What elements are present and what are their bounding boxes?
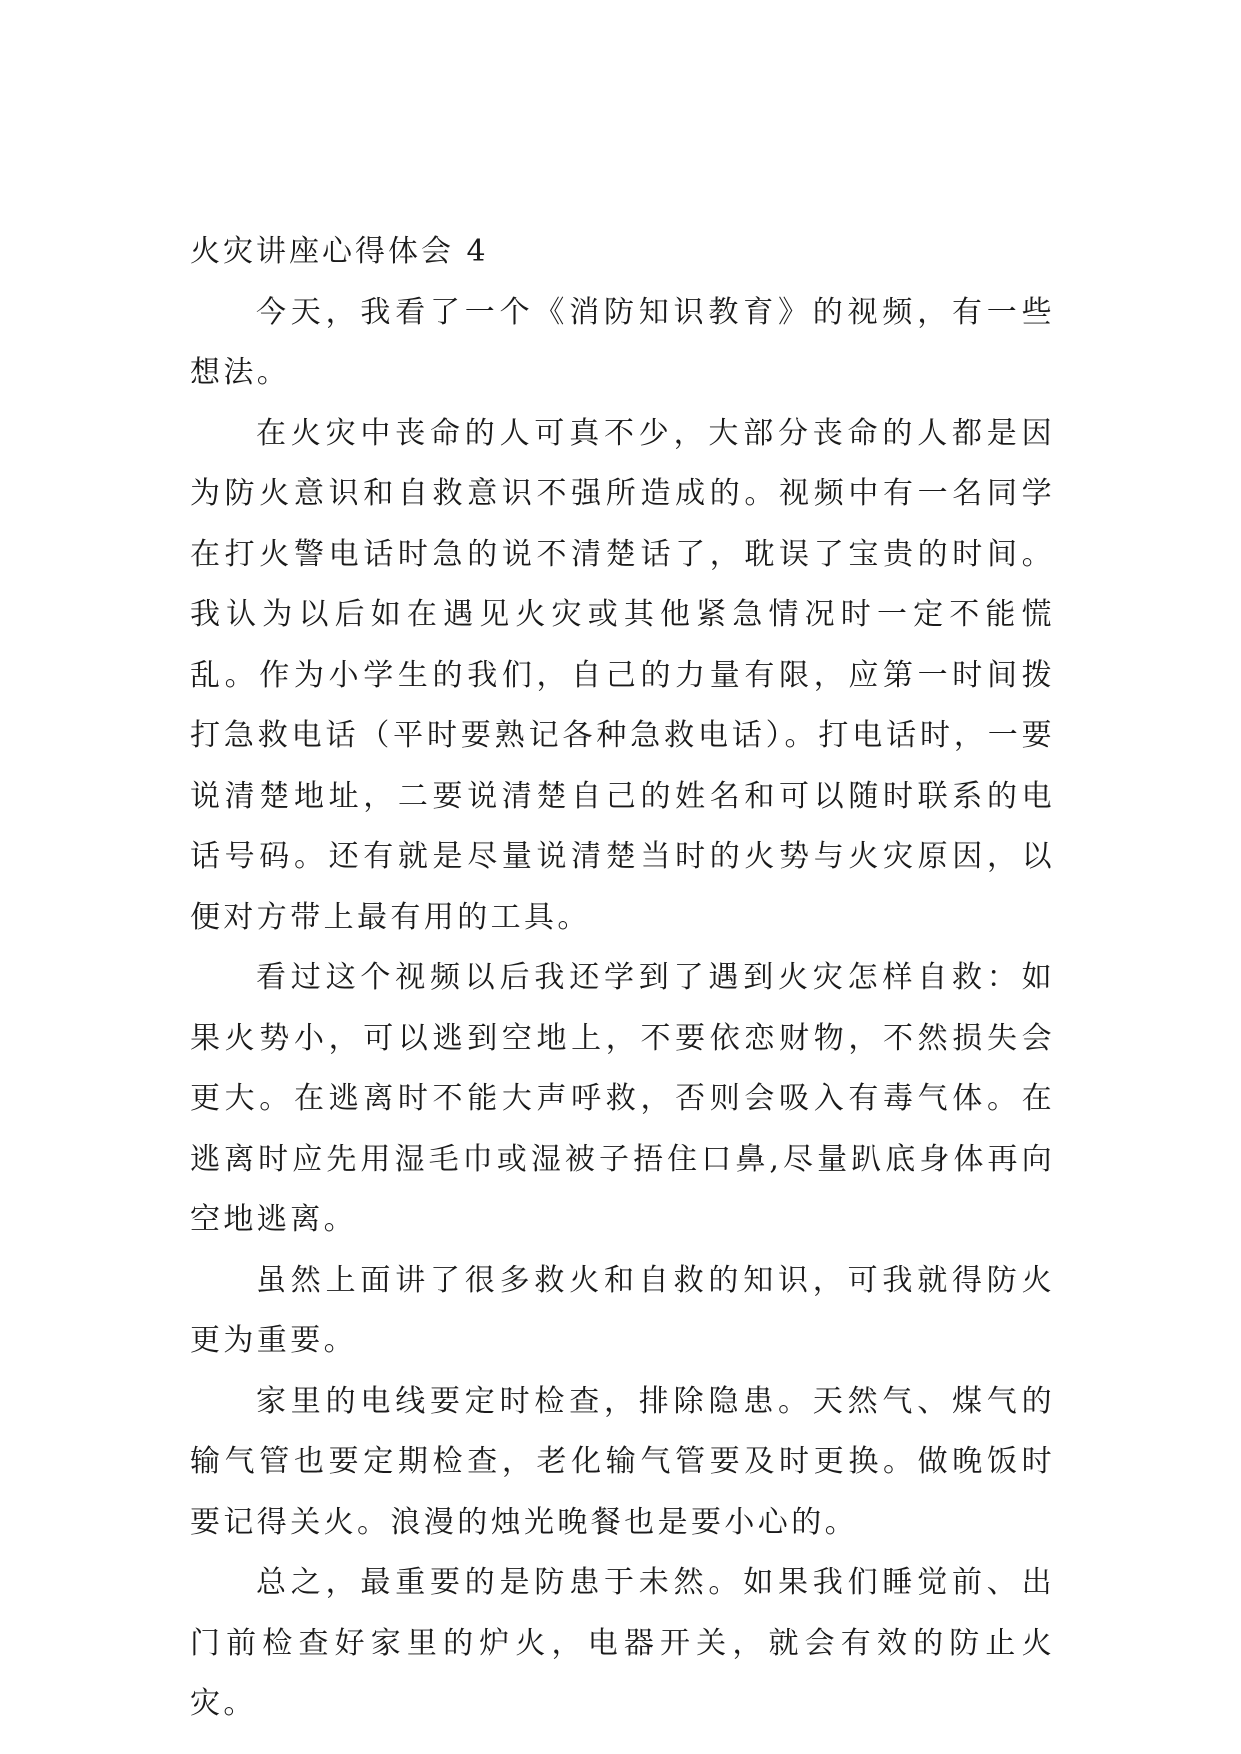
paragraph-5: 家里的电线要定时检查，排除隐患。天然气、煤气的输气管也要定期检查，老化输气管要及时更换。做晚饭时要记得关火。浪漫的烛光晚餐也是要小心的。 [190,1383,1055,1540]
paragraph-6: 总之，最重要的是防患于未然。如果我们睡觉前、出门前检查好家里的炉火，电器开关，就会有效的防止火灾。 [190,1565,1055,1721]
paragraph-1: 今天，我看了一个《消防知识教育》的视频，有一些想法。 [190,294,1055,390]
paragraph-2: 在火灾中丧命的人可真不少，大部分丧命的人都是因为防火意识和自救意识不强所造成的。视频中有一名同学在打火警电话时急的说不清楚话了，耽误了宝贵的时间。我认为以后如在遇见火灾或其他紧急情况时一定不能慌乱。作为小学生的我们，自己的力量有限，应第一时间拨打急救电话（平时要熟记各种急救电话）。打电话时，一要说清楚地址，二要说清楚自己的姓名和可以随时联系的电话号码。还有就是尽量说清楚当时的火势与火灾原因，以便对方带上最有用的工具。 [190,415,1055,935]
paragraph-4: 虽然上面讲了很多救火和自救的知识，可我就得防火更为重要。 [190,1262,1055,1358]
paragraph-3: 看过这个视频以后我还学到了遇到火灾怎样自救：如果火势小，可以逃到空地上，不要依恋财物，不然损失会更大。在逃离时不能大声呼救，否则会吸入有毒气体。在逃离时应先用湿毛巾或湿被子捂住口鼻,尽量趴底身体再向空地逃离。 [190,960,1055,1237]
document-body [190,222,1055,1735]
document-title: 火灾讲座心得体会 4 [190,234,489,269]
